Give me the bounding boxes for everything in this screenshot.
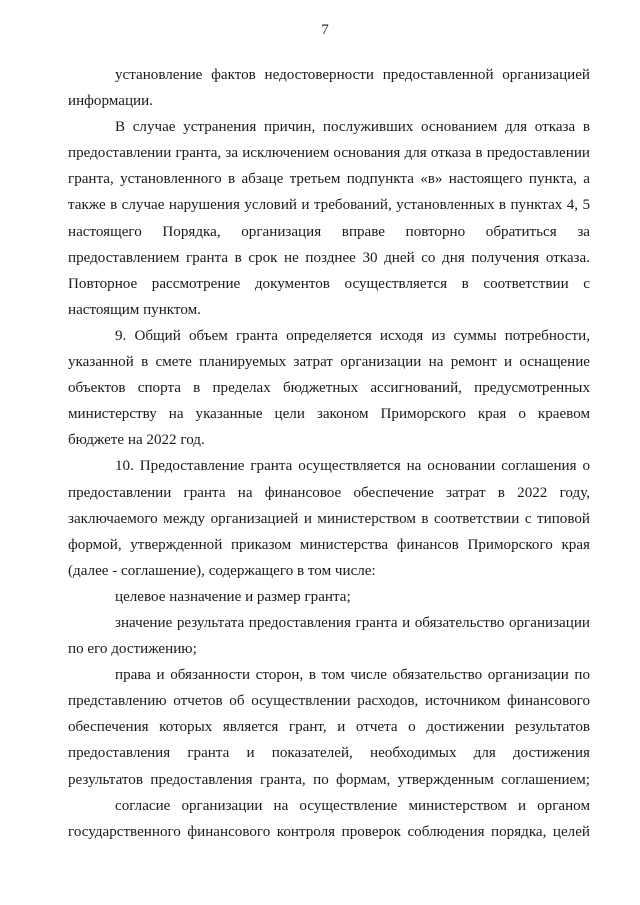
- text-line: объектов спорта в пределах бюджетных ассигнований, предусмотренных: [68, 380, 590, 397]
- text-line: предоставлении гранта, за исключением основания для отказа в предоставлении: [68, 145, 590, 162]
- text-line: настоящим пунктом.: [68, 301, 201, 318]
- text-line: значение результата предоставления гранта и обязательство организации: [115, 614, 590, 631]
- text-line: результатов предоставления гранта, по формам, утвержденным соглашением;: [68, 771, 590, 788]
- document-body: [68, 62, 590, 845]
- text-line: указанной в смете планируемых затрат организации на ремонт и оснащение: [68, 354, 590, 371]
- text-line: (далее - соглашение), содержащего в том числе:: [68, 562, 376, 579]
- text-line: представлению отчетов об осуществлении расходов, источником финансового: [68, 693, 590, 710]
- text-line: В случае устранения причин, послуживших основанием для отказа в: [115, 119, 590, 136]
- text-line: бюджете на 2022 год.: [68, 432, 205, 449]
- text-line: 9. Общий объем гранта определяется исходя из суммы потребности,: [115, 327, 590, 344]
- text-line: министерству на указанные цели законом Приморского края о краевом: [68, 406, 590, 423]
- text-line: обеспечения которых является грант, и отчета о достижении результатов: [68, 719, 590, 736]
- text-line: формой, утвержденной приказом министерства финансов Приморского края: [68, 536, 590, 553]
- text-line: гранта, установленного в абзаце третьем подпункта «в» настоящего пункта, а: [68, 171, 590, 188]
- text-line: по его достижению;: [68, 641, 197, 658]
- text-line: установление фактов недостоверности предоставленной организацией: [115, 67, 590, 83]
- text-line: права и обязанности сторон, в том числе обязательство организации по: [115, 667, 590, 684]
- text-line: Повторное рассмотрение документов осуществляется в соответствии с: [68, 275, 590, 292]
- page-number: 7: [321, 22, 329, 38]
- text-line: предоставлением гранта в срок не позднее 30 дней со дня получения отказа.: [68, 249, 590, 266]
- text-line: информации.: [68, 93, 153, 110]
- text-line: предоставлении гранта на финансовое обеспечение затрат в 2022 году,: [68, 484, 590, 501]
- text-line: заключаемого между организацией и министерством в соответствии с типовой: [68, 510, 590, 527]
- text-line: государственного финансового контроля проверок соблюдения порядка, целей: [68, 823, 590, 840]
- text-line: настоящего Порядка, организация вправе повторно обратиться за: [68, 223, 590, 240]
- text-line: 10. Предоставление гранта осуществляется на основании соглашения о: [115, 458, 590, 475]
- text-line: целевое назначение и размер гранта;: [115, 588, 351, 605]
- text-line: предоставления гранта и показателей, необходимых для достижения: [68, 745, 590, 762]
- text-line: также в случае нарушения условий и требований, установленных в пунктах 4, 5: [68, 197, 590, 214]
- text-line: согласие организации на осуществление министерством и органом: [115, 797, 590, 814]
